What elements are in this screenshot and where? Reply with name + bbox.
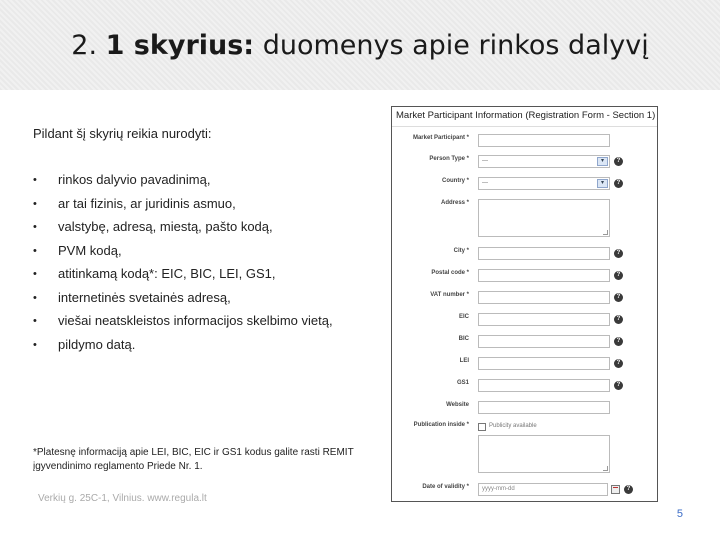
chevron-down-icon: ▾ — [597, 179, 608, 188]
market-participant-input[interactable] — [478, 134, 610, 147]
requirements-list — [33, 172, 333, 360]
registration-form-screenshot — [391, 106, 658, 502]
field-label: EIC — [458, 314, 469, 320]
publication-checkbox[interactable] — [478, 423, 486, 431]
field-label: VAT number * — [430, 292, 469, 298]
help-icon[interactable]: ? — [614, 271, 623, 280]
form-row-bic — [392, 335, 657, 349]
field-label: Publication inside * — [413, 422, 469, 428]
form-row-vat-number — [392, 291, 657, 305]
form-row-person-type — [392, 155, 657, 169]
help-icon[interactable]: ? — [614, 337, 623, 346]
footnote: *Platesnę informaciją apie LEI, BIC, EIC ir GS1 kodus galite rasti REMIT įgyvendinimo reglamento Priede Nr. 1. — [33, 447, 354, 472]
date-of-validity-input[interactable]: yyyy-mm-dd — [478, 483, 608, 496]
form-row-website — [392, 401, 657, 415]
bullet-icon: • — [33, 268, 37, 280]
intro-text: Pildant šį skyrių reikia nurodyti: — [33, 126, 212, 141]
help-icon[interactable]: ? — [614, 359, 623, 368]
list-item: • pildymo datą. — [33, 336, 136, 352]
form-header: Market Participant Information (Registration Form - Section 1) — [392, 107, 657, 127]
website-input[interactable] — [478, 401, 610, 414]
field-label: Address * — [440, 200, 469, 206]
bullet-icon: • — [33, 244, 37, 257]
bullet-icon: • — [33, 338, 37, 351]
bullet-icon: • — [33, 291, 37, 304]
publication-textarea[interactable] — [478, 435, 610, 473]
field-label: GS1 — [456, 380, 469, 386]
calendar-icon[interactable] — [611, 485, 620, 494]
form-row-eic — [392, 313, 657, 327]
form-row-postal-code — [392, 269, 657, 283]
help-icon[interactable]: ? — [614, 179, 623, 188]
form-row-country — [392, 177, 657, 191]
list-item: • viešai neatskleistos informacijos skelbimo vietą, — [33, 313, 333, 328]
help-icon[interactable]: ? — [614, 315, 623, 324]
list-item: • internetinės svetainės adresą, — [33, 289, 231, 305]
eic-input[interactable] — [478, 313, 610, 326]
field-label: LEI — [459, 358, 469, 364]
bullet-icon: • — [33, 197, 37, 210]
form-row-market-participant — [392, 134, 657, 148]
field-label: BIC — [458, 336, 469, 342]
chevron-down-icon: ▾ — [597, 157, 608, 166]
field-label: Country * — [442, 178, 469, 184]
address-textarea[interactable] — [478, 199, 610, 237]
slide-title: 2. 1 skyrius: duomenys apie rinkos dalyvį — [71, 30, 649, 61]
country-select[interactable]: --- ▾ — [478, 177, 610, 190]
footer-address: Verkių g. 25C-1, Vilnius. www.regula.lt — [38, 493, 207, 504]
field-label: Website — [446, 402, 469, 408]
form-row-publication-inside — [392, 421, 657, 435]
field-label: Postal code * — [431, 270, 469, 276]
postal-code-input[interactable] — [478, 269, 610, 282]
form-row-lei — [392, 357, 657, 371]
bullet-icon: • — [33, 174, 37, 186]
form-row-date-of-validity — [392, 483, 657, 497]
checkbox-label: Publicity available — [489, 423, 537, 429]
form-row-publication-details — [392, 435, 657, 449]
help-icon[interactable]: ? — [614, 249, 623, 258]
help-icon[interactable]: ? — [614, 157, 623, 166]
help-icon[interactable]: ? — [614, 293, 623, 302]
help-icon[interactable]: ? — [614, 381, 623, 390]
page-number: 5 — [676, 508, 683, 520]
form-row-address — [392, 199, 657, 213]
form-row-city — [392, 247, 657, 261]
resize-handle-icon[interactable] — [603, 466, 608, 471]
vat-number-input[interactable] — [478, 291, 610, 304]
field-label: Date of validity * — [422, 484, 469, 490]
field-label: City * — [453, 248, 469, 254]
person-type-select[interactable]: --- ▾ — [478, 155, 610, 168]
form-row-gs1 — [392, 379, 657, 393]
resize-handle-icon[interactable] — [603, 230, 608, 235]
gs1-input[interactable] — [478, 379, 610, 392]
bullet-icon: • — [33, 221, 37, 233]
title-band — [0, 0, 720, 90]
city-input[interactable] — [478, 247, 610, 260]
bullet-icon: • — [33, 315, 37, 327]
bic-input[interactable] — [478, 335, 610, 348]
list-item: • PVM kodą, — [33, 242, 122, 258]
list-item: • rinkos dalyvio pavadinimą, — [33, 172, 211, 187]
list-item: • atitinkamą kodą*: EIC, BIC, LEI, GS1, — [33, 266, 276, 281]
field-label: Market Participant * — [412, 135, 469, 141]
list-item: • valstybę, adresą, miestą, pašto kodą, — [33, 219, 273, 234]
help-icon[interactable]: ? — [624, 485, 633, 494]
field-label: Person Type * — [429, 156, 469, 162]
lei-input[interactable] — [478, 357, 610, 370]
list-item: • ar tai fizinis, ar juridinis asmuo, — [33, 195, 236, 211]
